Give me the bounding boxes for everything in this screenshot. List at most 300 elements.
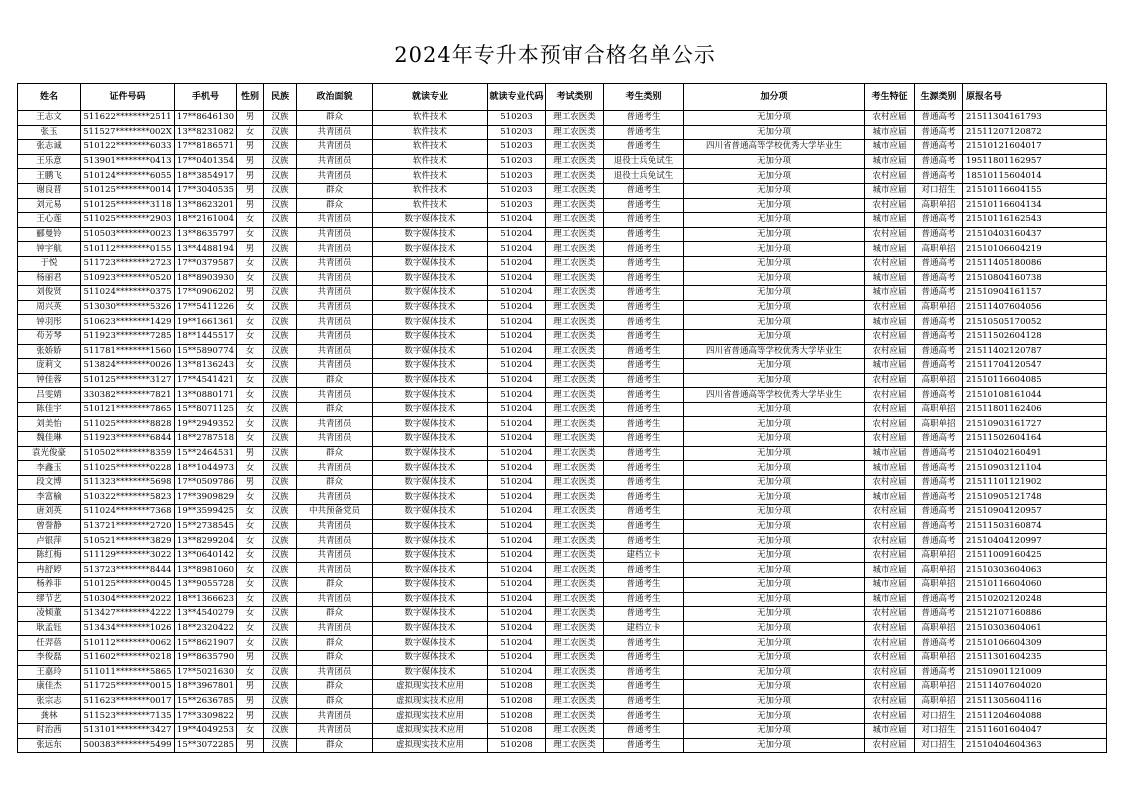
- table-cell: 普通考生: [604, 315, 684, 330]
- table-cell: 510204: [488, 505, 546, 520]
- table-cell: 理工农医类: [546, 125, 604, 140]
- table-cell: 510204: [488, 213, 546, 228]
- table-cell: 男: [237, 140, 264, 155]
- table-cell: 普通考生: [604, 373, 684, 388]
- table-cell: 时治茜: [18, 723, 81, 738]
- table-cell: 汉族: [264, 694, 297, 709]
- table-cell: 汉族: [264, 665, 297, 680]
- table-cell: 15**2738545: [175, 519, 237, 534]
- table-cell: 无加分项: [684, 242, 865, 257]
- table-cell: 虚拟现实技术应用: [373, 694, 488, 709]
- table-row: [18, 563, 1107, 578]
- table-cell: 数字媒体技术: [373, 563, 488, 578]
- table-cell: 510923********0520: [81, 271, 175, 286]
- table-cell: 513101********3427: [81, 723, 175, 738]
- table-cell: 510204: [488, 271, 546, 286]
- table-cell: 510125********0045: [81, 578, 175, 593]
- table-cell: 510204: [488, 650, 546, 665]
- table-cell: 汉族: [264, 344, 297, 359]
- table-cell: 女: [237, 432, 264, 447]
- table-cell: 汉族: [264, 300, 297, 315]
- table-cell: 普通高考: [915, 607, 963, 622]
- table-cell: 数字媒体技术: [373, 388, 488, 403]
- table-cell: 缪节艺: [18, 592, 81, 607]
- table-cell: 女: [237, 373, 264, 388]
- table-cell: 普通考生: [604, 432, 684, 447]
- table-cell: 女: [237, 519, 264, 534]
- table-cell: 无加分项: [684, 578, 865, 593]
- table-cell: 511523********7135: [81, 709, 175, 724]
- table-cell: 理工农医类: [546, 548, 604, 563]
- table-cell: 普通考生: [604, 183, 684, 198]
- table-cell: 510203: [488, 154, 546, 169]
- table-cell: 建档立卡: [604, 621, 684, 636]
- table-cell: 无加分项: [684, 359, 865, 374]
- table-row: [18, 578, 1107, 593]
- table-cell: 13**4540279: [175, 607, 237, 622]
- table-cell: 无加分项: [684, 402, 865, 417]
- table-cell: 共青团员: [297, 140, 373, 155]
- table-cell: 王嘉玲: [18, 665, 81, 680]
- table-cell: 511024********0375: [81, 286, 175, 301]
- table-cell: 510124********6055: [81, 169, 175, 184]
- table-cell: 510203: [488, 125, 546, 140]
- table-cell: 数字媒体技术: [373, 621, 488, 636]
- table-cell: 数字媒体技术: [373, 592, 488, 607]
- table-cell: 四川省普通高等学校优秀大学毕业生: [684, 388, 865, 403]
- table-cell: 汉族: [264, 111, 297, 126]
- table-row: [18, 446, 1107, 461]
- table-row: [18, 534, 1107, 549]
- table-cell: 汉族: [264, 709, 297, 724]
- table-cell: 理工农医类: [546, 709, 604, 724]
- table-cell: 21511207120872: [963, 125, 1107, 140]
- table-cell: 城市应届: [865, 490, 915, 505]
- table-cell: 511781********1560: [81, 344, 175, 359]
- table-cell: 无加分项: [684, 607, 865, 622]
- table-cell: 周兴英: [18, 300, 81, 315]
- table-cell: 理工农医类: [546, 621, 604, 636]
- table-cell: 四川省普通高等学校优秀大学毕业生: [684, 344, 865, 359]
- table-cell: 510503********0023: [81, 227, 175, 242]
- table-cell: 513434********1026: [81, 621, 175, 636]
- table-row: [18, 475, 1107, 490]
- table-cell: 理工农医类: [546, 475, 604, 490]
- table-cell: 13**0880171: [175, 388, 237, 403]
- table-cell: 21511502604128: [963, 329, 1107, 344]
- table-cell: 农村应届: [865, 227, 915, 242]
- table-cell: 理工农医类: [546, 519, 604, 534]
- table-cell: 18**1366623: [175, 592, 237, 607]
- table-cell: 共青团员: [297, 242, 373, 257]
- table-cell: 理工农医类: [546, 373, 604, 388]
- table-cell: 普通考生: [604, 213, 684, 228]
- table-cell: 普通考生: [604, 402, 684, 417]
- table-row: [18, 417, 1107, 432]
- table-cell: 13**4488194: [175, 242, 237, 257]
- table-cell: 理工农医类: [546, 723, 604, 738]
- table-cell: 18510115604014: [963, 169, 1107, 184]
- table-cell: 理工农医类: [546, 256, 604, 271]
- table-cell: 理工农医类: [546, 490, 604, 505]
- table-cell: 汉族: [264, 578, 297, 593]
- table-cell: 李俊磊: [18, 650, 81, 665]
- table-cell: 普通高考: [915, 592, 963, 607]
- table-cell: 女: [237, 256, 264, 271]
- table-cell: 510204: [488, 490, 546, 505]
- column-header: 加分项: [684, 84, 865, 111]
- table-cell: 汉族: [264, 723, 297, 738]
- table-cell: 19**1661361: [175, 315, 237, 330]
- table-cell: 理工农医类: [546, 183, 604, 198]
- table-cell: 农村应届: [865, 548, 915, 563]
- table-cell: 男: [237, 475, 264, 490]
- table-cell: 汉族: [264, 680, 297, 695]
- column-header: 姓名: [18, 84, 81, 111]
- table-row: [18, 271, 1107, 286]
- table-cell: 城市应届: [865, 578, 915, 593]
- table-cell: 汉族: [264, 140, 297, 155]
- table-cell: 汉族: [264, 198, 297, 213]
- table-cell: 城市应届: [865, 461, 915, 476]
- table-cell: 高职单招: [915, 198, 963, 213]
- table-cell: 17**3040535: [175, 183, 237, 198]
- table-cell: 510203: [488, 169, 546, 184]
- table-cell: 农村应届: [865, 534, 915, 549]
- table-cell: 李富榆: [18, 490, 81, 505]
- table-cell: 农村应届: [865, 402, 915, 417]
- table-cell: 数字媒体技术: [373, 373, 488, 388]
- table-cell: 理工农医类: [546, 694, 604, 709]
- table-cell: 数字媒体技术: [373, 548, 488, 563]
- table-cell: 普通考生: [604, 286, 684, 301]
- table-cell: 汉族: [264, 417, 297, 432]
- table-cell: 15**3072285: [175, 738, 237, 753]
- table-cell: 软件技术: [373, 198, 488, 213]
- table-cell: 群众: [297, 183, 373, 198]
- table-cell: 理工农医类: [546, 286, 604, 301]
- table-cell: 王心莲: [18, 213, 81, 228]
- table-cell: 农村应届: [865, 388, 915, 403]
- table-cell: 普通考生: [604, 490, 684, 505]
- table-cell: 普通考生: [604, 198, 684, 213]
- table-cell: 13**8136243: [175, 359, 237, 374]
- table-cell: 共青团员: [297, 256, 373, 271]
- table-cell: 普通考生: [604, 738, 684, 753]
- table-cell: 男: [237, 154, 264, 169]
- table-cell: 21512107160886: [963, 607, 1107, 622]
- table-cell: 建档立卡: [604, 548, 684, 563]
- table-cell: 女: [237, 607, 264, 622]
- table-cell: 数字媒体技术: [373, 650, 488, 665]
- table-cell: 理工农医类: [546, 169, 604, 184]
- table-cell: 普通高考: [915, 636, 963, 651]
- table-cell: 理工农医类: [546, 388, 604, 403]
- table-cell: 男: [237, 111, 264, 126]
- table-cell: 农村应届: [865, 709, 915, 724]
- table-cell: 普通考生: [604, 125, 684, 140]
- table-cell: 21510901121009: [963, 665, 1107, 680]
- table-cell: 群众: [297, 650, 373, 665]
- table-cell: 510203: [488, 140, 546, 155]
- table-cell: 普通考生: [604, 578, 684, 593]
- table-cell: 农村应届: [865, 169, 915, 184]
- table-cell: 女: [237, 344, 264, 359]
- table-cell: 511024********7368: [81, 505, 175, 520]
- table-cell: 女: [237, 548, 264, 563]
- table-cell: 农村应届: [865, 621, 915, 636]
- table-cell: 513723********8444: [81, 563, 175, 578]
- table-cell: 18**8903930: [175, 271, 237, 286]
- table-cell: 无加分项: [684, 490, 865, 505]
- table-cell: 汉族: [264, 534, 297, 549]
- table-cell: 13**8623201: [175, 198, 237, 213]
- table-cell: 女: [237, 359, 264, 374]
- table-cell: 男: [237, 183, 264, 198]
- table-cell: 511323********5698: [81, 475, 175, 490]
- table-cell: 无加分项: [684, 227, 865, 242]
- table-cell: 511725********0015: [81, 680, 175, 695]
- table-row: [18, 461, 1107, 476]
- table-cell: 无加分项: [684, 534, 865, 549]
- table-cell: 13**8231082: [175, 125, 237, 140]
- table-cell: 谢良晋: [18, 183, 81, 198]
- table-cell: 17**0379587: [175, 256, 237, 271]
- table-cell: 女: [237, 490, 264, 505]
- table-cell: 510204: [488, 344, 546, 359]
- table-cell: 普通考生: [604, 388, 684, 403]
- column-header: 性别: [237, 84, 264, 111]
- table-cell: 男: [237, 709, 264, 724]
- table-cell: 无加分项: [684, 680, 865, 695]
- table-cell: 虚拟现实技术应用: [373, 738, 488, 753]
- table-cell: 汉族: [264, 388, 297, 403]
- table-cell: 无加分项: [684, 329, 865, 344]
- table-row: [18, 505, 1107, 520]
- table-cell: 女: [237, 300, 264, 315]
- table-cell: 普通考生: [604, 344, 684, 359]
- column-header: 手机号: [175, 84, 237, 111]
- table-cell: 共青团员: [297, 548, 373, 563]
- table-cell: 普通考生: [604, 563, 684, 578]
- table-cell: 无加分项: [684, 169, 865, 184]
- table-cell: 无加分项: [684, 111, 865, 126]
- table-cell: 13**8981060: [175, 563, 237, 578]
- table-cell: 软件技术: [373, 169, 488, 184]
- table-cell: 数字媒体技术: [373, 286, 488, 301]
- table-cell: 13**0640142: [175, 548, 237, 563]
- table-cell: 共青团员: [297, 417, 373, 432]
- table-row: [18, 373, 1107, 388]
- table-cell: 510204: [488, 446, 546, 461]
- table-cell: 汉族: [264, 227, 297, 242]
- table-cell: 21511407604020: [963, 680, 1107, 695]
- table-cell: 511025********0228: [81, 461, 175, 476]
- table-cell: 普通考生: [604, 607, 684, 622]
- table-cell: 共青团员: [297, 213, 373, 228]
- table-cell: 21511502604164: [963, 432, 1107, 447]
- table-cell: 511622********2511: [81, 111, 175, 126]
- table-cell: 数字媒体技术: [373, 432, 488, 447]
- table-cell: 汉族: [264, 490, 297, 505]
- table-cell: 四川省普通高等学校优秀大学毕业生: [684, 140, 865, 155]
- table-cell: 数字媒体技术: [373, 446, 488, 461]
- table-cell: 510204: [488, 475, 546, 490]
- table-cell: 510521********3829: [81, 534, 175, 549]
- table-cell: 21511601604047: [963, 723, 1107, 738]
- table-cell: 普通高考: [915, 286, 963, 301]
- table-row: [18, 709, 1107, 724]
- table-cell: 任羿蓓: [18, 636, 81, 651]
- table-cell: 女: [237, 665, 264, 680]
- table-cell: 理工农医类: [546, 198, 604, 213]
- table-cell: 软件技术: [373, 183, 488, 198]
- table-cell: 汉族: [264, 505, 297, 520]
- table-cell: 农村应届: [865, 329, 915, 344]
- table-cell: 高职单招: [915, 563, 963, 578]
- table-row: [18, 592, 1107, 607]
- table-cell: 普通考生: [604, 723, 684, 738]
- table-cell: 汉族: [264, 446, 297, 461]
- table-cell: 普通高考: [915, 519, 963, 534]
- table-cell: 群众: [297, 373, 373, 388]
- table-cell: 511923********7285: [81, 329, 175, 344]
- table-cell: 19**4049253: [175, 723, 237, 738]
- table-cell: 510204: [488, 592, 546, 607]
- table-cell: 冉舒婷: [18, 563, 81, 578]
- table-cell: 普通高考: [915, 359, 963, 374]
- table-cell: 510112********0155: [81, 242, 175, 257]
- table-cell: 511025********2903: [81, 213, 175, 228]
- table-row: [18, 388, 1107, 403]
- table-cell: 理工农医类: [546, 154, 604, 169]
- table-cell: 城市应届: [865, 315, 915, 330]
- table-cell: 女: [237, 534, 264, 549]
- table-cell: 无加分项: [684, 417, 865, 432]
- table-cell: 共青团员: [297, 723, 373, 738]
- table-cell: 袁光俊豪: [18, 446, 81, 461]
- table-cell: 男: [237, 169, 264, 184]
- table-cell: 普通高考: [915, 388, 963, 403]
- table-cell: 普通高考: [915, 315, 963, 330]
- table-cell: 共青团员: [297, 592, 373, 607]
- table-cell: 虚拟现实技术应用: [373, 680, 488, 695]
- table-cell: 510203: [488, 111, 546, 126]
- table-cell: 共青团员: [297, 490, 373, 505]
- table-cell: 无加分项: [684, 256, 865, 271]
- table-cell: 群众: [297, 475, 373, 490]
- table-cell: 数字媒体技术: [373, 329, 488, 344]
- table-cell: 21511304161793: [963, 111, 1107, 126]
- table-row: [18, 183, 1107, 198]
- table-cell: 女: [237, 563, 264, 578]
- table-cell: 510623********1429: [81, 315, 175, 330]
- table-cell: 高职单招: [915, 373, 963, 388]
- table-cell: 高职单招: [915, 402, 963, 417]
- table-cell: 共青团员: [297, 432, 373, 447]
- table-cell: 钟佳蓉: [18, 373, 81, 388]
- table-row: [18, 111, 1107, 126]
- table-cell: 普通考生: [604, 111, 684, 126]
- table-cell: 农村应届: [865, 344, 915, 359]
- table-cell: 510204: [488, 417, 546, 432]
- table-cell: 17**3309822: [175, 709, 237, 724]
- table-cell: 对口招生: [915, 709, 963, 724]
- table-cell: 农村应届: [865, 198, 915, 213]
- table-cell: 汉族: [264, 286, 297, 301]
- table-cell: 21511405180086: [963, 256, 1107, 271]
- table-cell: 无加分项: [684, 300, 865, 315]
- column-header: 考生特征: [865, 84, 915, 111]
- table-cell: 陈红梅: [18, 548, 81, 563]
- table-cell: 汉族: [264, 738, 297, 753]
- table-cell: 普通考生: [604, 359, 684, 374]
- table-cell: 理工农医类: [546, 607, 604, 622]
- table-cell: 张玉: [18, 125, 81, 140]
- table-cell: 理工农医类: [546, 665, 604, 680]
- table-cell: 普通高考: [915, 271, 963, 286]
- table-cell: 普通考生: [604, 680, 684, 695]
- table-cell: 男: [237, 242, 264, 257]
- table-cell: 18**3854917: [175, 169, 237, 184]
- table-cell: 理工农医类: [546, 300, 604, 315]
- table-cell: 汉族: [264, 183, 297, 198]
- table-cell: 数字媒体技术: [373, 359, 488, 374]
- table-cell: 李鑫玉: [18, 461, 81, 476]
- table-cell: 511923********6844: [81, 432, 175, 447]
- table-cell: 510203: [488, 183, 546, 198]
- table-cell: 张志诚: [18, 140, 81, 155]
- table-cell: 18**1445517: [175, 329, 237, 344]
- table-cell: 虚拟现实技术应用: [373, 723, 488, 738]
- table-cell: 耿孟钰: [18, 621, 81, 636]
- table-cell: 数字媒体技术: [373, 213, 488, 228]
- table-cell: 数字媒体技术: [373, 578, 488, 593]
- table-cell: 高职单招: [915, 650, 963, 665]
- table-cell: 21510116604155: [963, 183, 1107, 198]
- table-cell: 普通高考: [915, 446, 963, 461]
- table-cell: 吕雯婧: [18, 388, 81, 403]
- table-cell: 18**3967801: [175, 680, 237, 695]
- table-cell: 女: [237, 402, 264, 417]
- table-row: [18, 402, 1107, 417]
- table-cell: 农村应届: [865, 636, 915, 651]
- table-cell: 理工农医类: [546, 271, 604, 286]
- table-cell: 男: [237, 694, 264, 709]
- table-cell: 13**9055728: [175, 578, 237, 593]
- table-cell: 无加分项: [684, 621, 865, 636]
- table-cell: 数字媒体技术: [373, 607, 488, 622]
- table-cell: 510112********0062: [81, 636, 175, 651]
- table-cell: 群众: [297, 198, 373, 213]
- table-row: [18, 432, 1107, 447]
- table-cell: 女: [237, 592, 264, 607]
- table-cell: 数字媒体技术: [373, 636, 488, 651]
- table-cell: 城市应届: [865, 271, 915, 286]
- table-cell: 19**8635790: [175, 650, 237, 665]
- table-cell: 汉族: [264, 271, 297, 286]
- column-header: 生源类别: [915, 84, 963, 111]
- table-cell: 男: [237, 738, 264, 753]
- table-cell: 513901********0413: [81, 154, 175, 169]
- table-cell: 汉族: [264, 373, 297, 388]
- table-cell: 511527********002X: [81, 125, 175, 140]
- table-cell: 数字媒体技术: [373, 315, 488, 330]
- table-row: [18, 607, 1107, 622]
- table-cell: 21510903161727: [963, 417, 1107, 432]
- table-cell: 无加分项: [684, 694, 865, 709]
- table-cell: 21511402120787: [963, 344, 1107, 359]
